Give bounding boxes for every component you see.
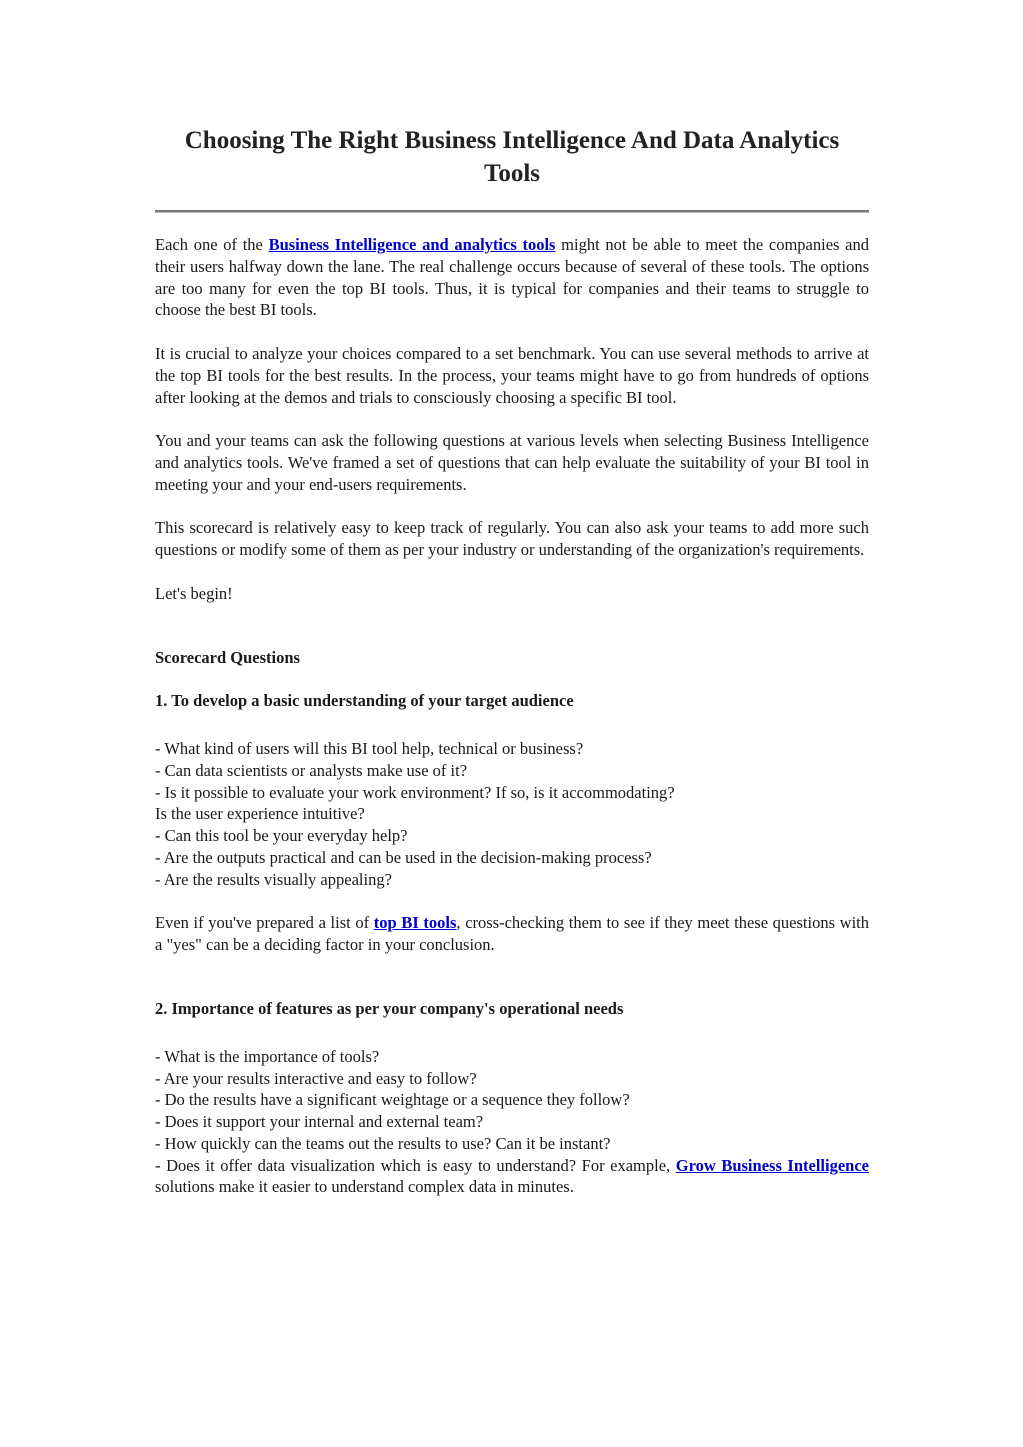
list-item: - Do the results have a significant weightage or a sequence they follow? bbox=[155, 1090, 630, 1110]
paragraph-begin: Let's begin! bbox=[155, 583, 233, 603]
last-item-text-after: solutions make it easier to understand complex data in minutes. bbox=[155, 1177, 574, 1197]
closing-text-before: Even if you've prepared a list of bbox=[155, 913, 374, 933]
list-item: - How quickly can the teams out the results to use? Can it be instant? bbox=[155, 1133, 611, 1153]
intro-paragraph bbox=[155, 234, 869, 321]
document-title: Choosing The Right Business Intelligence And Data Analytics Tools bbox=[184, 127, 840, 187]
paragraph-benchmark: It is crucial to analyze your choices compared to a set benchmark. You can use several methods to arrive at the top BI tools for the best results. In the process, your teams might have to go from hundreds of options after looking at the demos and trials to consciously choosing a specific BI tool. bbox=[155, 343, 869, 407]
list-item: - Does it support your internal and external team? bbox=[155, 1112, 484, 1132]
intro-text-after: might not be able to meet the companies and their users halfway down the lane. The real challenge occurs because of several of these tools. The options are too many for even the top BI tools. Thus, it is typical for companies and their teams to struggle to choose the best BI tools. bbox=[155, 235, 869, 320]
scorecard-heading: Scorecard Questions bbox=[155, 647, 300, 667]
section2-question-list bbox=[155, 1046, 869, 1199]
list-item: - Is it possible to evaluate your work environment? If so, is it accommodating? bbox=[155, 782, 675, 802]
list-item: - Are the results visually appealing? bbox=[155, 869, 392, 889]
closing-text-after: , cross-checking them to see if they meet these questions with a "yes" can be a deciding factor in your conclusion. bbox=[155, 913, 869, 955]
last-item-text-before: - Does it offer data visualization which is easy to understand? For example, bbox=[155, 1155, 676, 1175]
section1-question-list bbox=[155, 738, 869, 891]
list-item bbox=[155, 1155, 869, 1199]
list-item: - What is the importance of tools? bbox=[155, 1046, 380, 1066]
top-bi-tools-link[interactable]: top BI tools bbox=[373, 913, 457, 933]
paragraph-questions: You and your teams can ask the following questions at various levels when selecting Business Intelligence and analytics tools. We've framed a set of questions that can help evaluate the suitability of your BI tool in meeting your and your end-users requirements. bbox=[155, 431, 869, 494]
grow-bi-link[interactable]: Grow Business Intelligence bbox=[675, 1155, 870, 1175]
bi-tools-link[interactable]: Business Intelligence and analytics tools bbox=[268, 235, 556, 254]
section2-heading: 2. Importance of features as per your company's operational needs bbox=[155, 998, 624, 1018]
list-item: - What kind of users will this BI tool help, technical or business? bbox=[155, 738, 584, 758]
list-item: Is the user experience intuitive? bbox=[155, 804, 365, 824]
list-item: - Can this tool be your everyday help? bbox=[155, 826, 408, 846]
section1-heading: 1. To develop a basic understanding of your target audience bbox=[155, 691, 574, 711]
title-divider bbox=[155, 210, 869, 213]
list-item: - Are the outputs practical and can be used in the decision-making process? bbox=[155, 847, 652, 867]
intro-text-before: Each one of the bbox=[155, 235, 269, 254]
list-item: - Are your results interactive and easy to follow? bbox=[155, 1068, 477, 1088]
section1-closing bbox=[155, 912, 869, 956]
list-item: - Can data scientists or analysts make use of it? bbox=[155, 760, 468, 780]
document-page bbox=[155, 124, 869, 1198]
paragraph-scorecard: This scorecard is relatively easy to keep track of regularly. You can also ask your teams to add more such questions or modify some of them as per your industry or understanding of the organization's requirements. bbox=[155, 518, 869, 560]
